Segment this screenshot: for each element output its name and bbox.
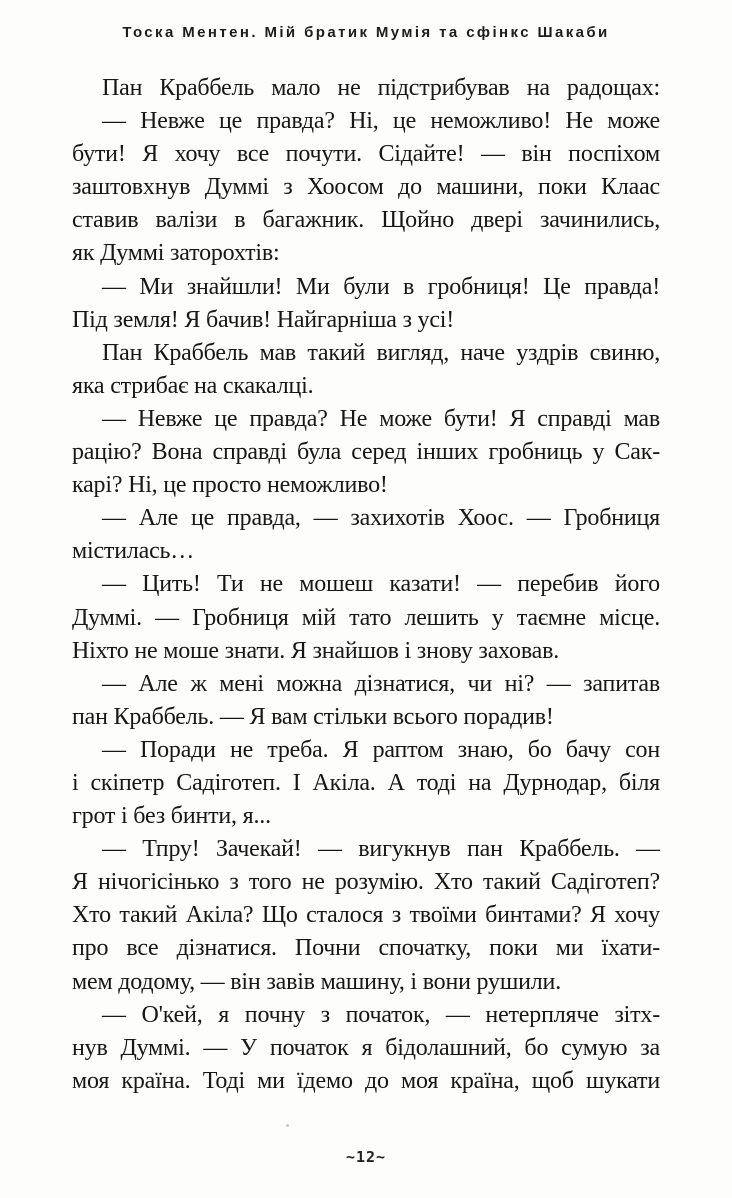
body-text [72, 72, 660, 1098]
text-line: — О'кей, я почну з початок, — нетерпляче зітх- [102, 1001, 660, 1028]
text-line: — Ми знайшли! Ми були в гробниця! Це правда! [102, 273, 660, 300]
running-header: Тоска Ментен. Мій братик Мумія та сфінкс Шакаби [122, 24, 610, 41]
text-line: Думмі. — Гробниця мій тато лешить у таємне місце. [72, 604, 660, 631]
text-line: рацію? Вона справді була серед інших гробниць у Сак- [72, 439, 660, 466]
text-line: Пан Краббель мав такий вигляд, наче уздрів свиню, [102, 339, 660, 366]
text-line: — Невже це правда? Ні, це неможливо! Не може [102, 108, 660, 135]
text-line: як Думмі заторохтів: [72, 240, 280, 267]
text-line: про все дізнатися. Почни спочатку, поки ми їхати- [72, 935, 660, 962]
text-line: — Цить! Ти не мошеш казати! — перебив його [102, 571, 660, 598]
text-line: — Але це правда, — захихотів Хоос. — Гробниця [102, 505, 660, 532]
text-line: яка стрибає на скакалці. [72, 372, 314, 399]
text-line: Хто такий Акіла? Що сталося з твоїми бинтами? Я хочу [72, 902, 660, 929]
text-line: і скіпетр Садіготеп. І Акіла. А тоді на Дурнодар, біля [72, 769, 660, 796]
text-line: містилась… [72, 538, 195, 565]
text-line: заштовхнув Думмі з Хоосом до машини, поки Клаас [72, 174, 660, 201]
text-line: — Тпру! Зачекай! — вигукнув пан Краббель. — [102, 836, 660, 863]
text-line: — Поради не треба. Я раптом знаю, бо бачу сон [102, 736, 660, 763]
text-line: ставив валізи в багажник. Щойно двері зачинились, [72, 207, 660, 234]
text-line: Я нічогісінько з того не розумію. Хто такий Садіготеп? [72, 869, 660, 896]
text-line: бути! Я хочу все почути. Сідайте! — він поспіхом [72, 141, 660, 168]
text-line: пан Краббель. — Я вам стільки всього порадив! [72, 703, 554, 730]
text-line: — Невже це правда? Не може бути! Я справді мав [102, 405, 660, 432]
text-line: нув Думмі. — У початок я бідолашний, бо сумую за [72, 1034, 660, 1061]
text-line: Ніхто не моше знати. Я знайшов і знову заховав. [72, 637, 560, 664]
page-number: ~12~ [345, 1148, 387, 1166]
text-line: — Але ж мені можна дізнатися, чи ні? — запитав [102, 670, 660, 697]
text-line: карі? Ні, це просто неможливо! [72, 472, 388, 499]
text-line: мем додому, — він завів машину, і вони рушили. [72, 968, 561, 995]
text-line: моя країна. Тоді ми їдемо до моя країна, щоб шукати [72, 1067, 660, 1094]
text-line: Під земля! Я бачив! Найгарніша з усі! [72, 306, 455, 333]
scan-speck [286, 1124, 289, 1127]
text-line: Пан Краббель мало не підстрибував на радощах: [102, 75, 660, 101]
text-line: грот і без бинти, я... [72, 803, 271, 830]
